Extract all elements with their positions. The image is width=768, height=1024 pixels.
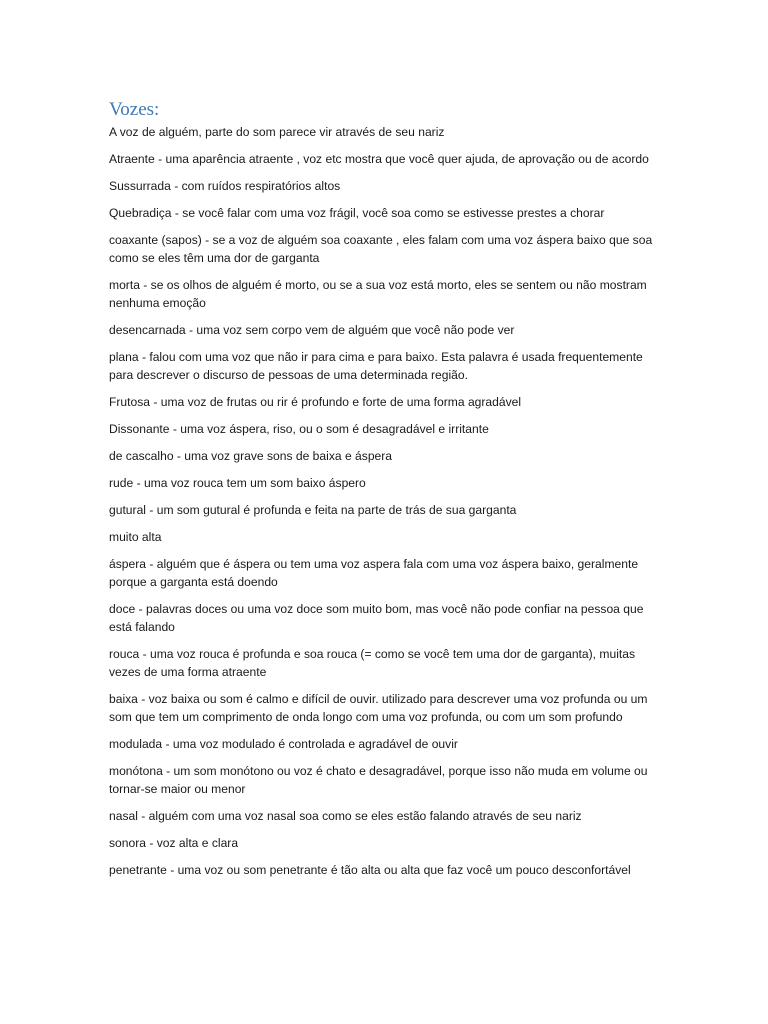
entry-paragraph: Dissonante - uma voz áspera, riso, ou o som é desagradável e irritante (109, 422, 489, 436)
entry-paragraph: modulada - uma voz modulado é controlada e agradável de ouvir (109, 737, 458, 751)
entry-paragraph: desencarnada - uma voz sem corpo vem de alguém que você não pode ver (109, 323, 515, 337)
entry-paragraph: Frutosa - uma voz de frutas ou rir é profundo e forte de uma forma agradável (109, 395, 522, 409)
entry-paragraph: sonora - voz alta e clara (109, 836, 239, 850)
entry-paragraph: áspera - alguém que é áspera ou tem uma voz aspera fala com uma voz áspera baixo, geralmente porque a garganta está doendo (109, 557, 639, 589)
entry-paragraph: de cascalho - uma voz grave sons de baixa e áspera (109, 449, 393, 463)
entry-list (109, 123, 659, 879)
entry-paragraph: nasal - alguém com uma voz nasal soa como se eles estão falando através de seu nariz (109, 809, 582, 823)
entry-paragraph: gutural - um som gutural é profunda e feita na parte de trás de sua garganta (109, 503, 517, 517)
entry-paragraph: rude - uma voz rouca tem um som baixo áspero (109, 476, 366, 490)
entry-paragraph: baixa - voz baixa ou som é calmo e difícil de ouvir. utilizado para descrever uma voz profunda ou um som que tem um comprimento de onda longo com uma voz profunda, ou com um som profundo (109, 692, 648, 724)
entry-paragraph: Quebradiça - se você falar com uma voz frágil, você soa como se estivesse prestes a chorar (109, 206, 605, 220)
entry-paragraph: A voz de alguém, parte do som parece vir através de seu nariz (109, 125, 445, 139)
entry-paragraph: muito alta (109, 530, 162, 544)
entry-paragraph: doce - palavras doces ou uma voz doce som muito bom, mas você não pode confiar na pessoa que está falando (109, 602, 644, 634)
entry-paragraph: monótona - um som monótono ou voz é chato e desagradável, porque isso não muda em volume ou tornar-se maior ou menor (109, 764, 648, 796)
entry-paragraph: coaxante (sapos) - se a voz de alguém soa coaxante , eles falam com uma voz áspera baixo que soa como se eles têm uma dor de garganta (109, 233, 653, 265)
entry-paragraph: plana - falou com uma voz que não ir para cima e para baixo. Esta palavra é usada frequentemente para descrever o discurso de pessoas de uma determinada região. (109, 350, 643, 382)
entry-paragraph: morta - se os olhos de alguém é morto, ou se a sua voz está morto, eles se sentem ou não mostram nenhuma emoção (109, 278, 647, 310)
document-title: Vozes: (109, 99, 160, 120)
entry-paragraph: Sussurrada - com ruídos respiratórios altos (109, 179, 341, 193)
document-page (109, 98, 659, 888)
entry-paragraph: rouca - uma voz rouca é profunda e soa rouca (= como se você tem uma dor de garganta), muitas vezes de uma forma atraente (109, 647, 636, 679)
entry-paragraph: Atraente - uma aparência atraente , voz etc mostra que você quer ajuda, de aprovação ou de acordo (109, 152, 649, 166)
entry-paragraph: penetrante - uma voz ou som penetrante é tão alta ou alta que faz você um pouco desconfortável (109, 863, 631, 877)
